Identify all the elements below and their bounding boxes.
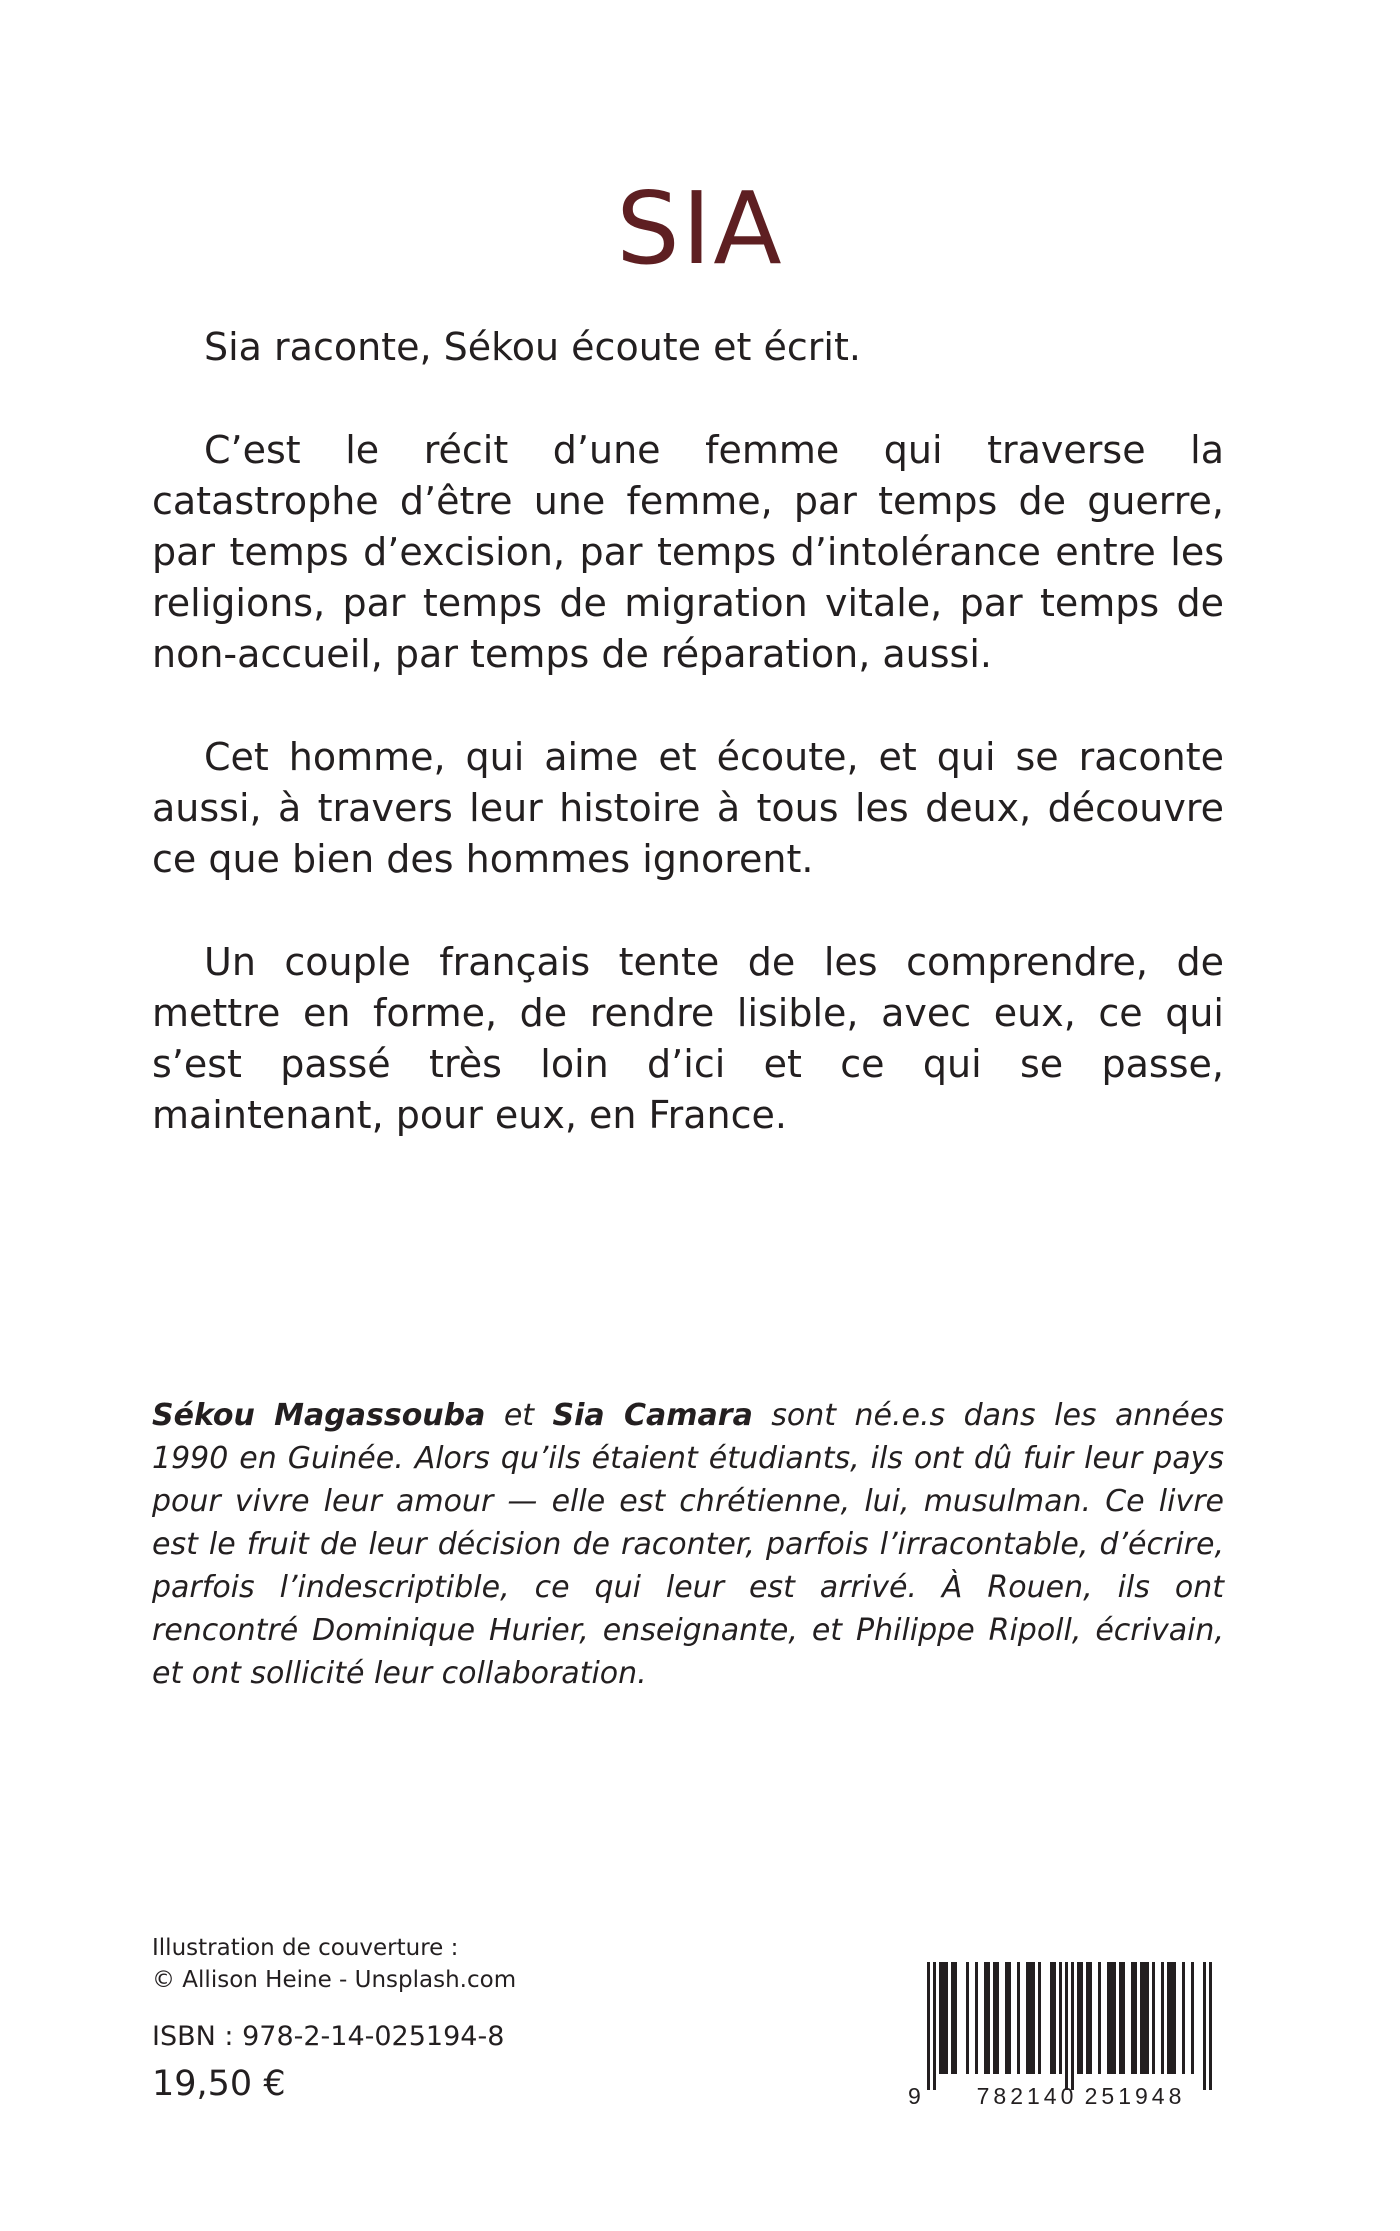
barcode-bar xyxy=(984,1962,987,2074)
blurb-paragraph: Cet homme, qui aime et écoute, et qui se raconte aussi, à travers leur histoire à tous les deux, découvre ce que bien des hommes ignorent. xyxy=(152,735,1224,881)
barcode-bar xyxy=(1098,1962,1101,2074)
isbn: ISBN : 978-2-14-025194-8 xyxy=(152,2021,505,2052)
author-bio xyxy=(152,1394,1224,1695)
barcode-bar xyxy=(1053,1962,1056,2074)
barcode-bar xyxy=(933,1962,936,2090)
barcode-bar xyxy=(927,1962,930,2090)
barcode-bar xyxy=(1152,1962,1155,2074)
book-title: SIA xyxy=(616,170,784,287)
author-bio-text: sont né.e.s dans les années 1990 en Guinée. Alors qu’ils étaient étudiants, ils ont dû fuir leur pays pour vivre leur amour — elle est chrétienne, lui, musulman. Ce livre est le fruit de leur décision de raconter, parfois l’irracontable, d’écrire, parfois l’indescriptible, ce qui leur est arrivé. À Rouen, ils ont rencontré Dominique Hurier, enseignante, et Philippe Ripoll, écrivain, et ont sollicité leur collaboration. xyxy=(152,1398,1224,1691)
barcode-bar xyxy=(1080,1962,1083,2074)
barcode-bar xyxy=(1119,1962,1122,2074)
barcode-bars xyxy=(927,1962,1212,2090)
barcode-bar xyxy=(996,1962,999,2074)
barcode-bar xyxy=(1038,1962,1041,2074)
barcode-bar xyxy=(993,1962,996,2074)
barcode-bar xyxy=(1026,1962,1029,2074)
barcode-bar xyxy=(1203,1962,1206,2090)
barcode-bar xyxy=(1017,1962,1020,2074)
barcode-bar xyxy=(987,1962,990,2074)
barcode-bar xyxy=(1065,1962,1068,2090)
barcode-bar xyxy=(966,1962,969,2074)
cover-credit-label: Illustration de couverture : xyxy=(152,1935,459,1961)
author-conjunction: et xyxy=(485,1398,553,1433)
barcode-graphic xyxy=(907,1962,1217,2108)
barcode-bar xyxy=(1059,1962,1062,2074)
barcode-bar xyxy=(975,1962,978,2074)
isbn-barcode xyxy=(907,1962,1217,2108)
barcode-prefix: 9 xyxy=(908,2083,921,2108)
barcode-bar xyxy=(1005,1962,1008,2074)
barcode-bar xyxy=(1131,1962,1134,2074)
barcode-bar xyxy=(1071,1962,1074,2090)
barcode-bar xyxy=(1134,1962,1137,2074)
barcode-bar xyxy=(1113,1962,1116,2074)
price: 19,50 € xyxy=(152,2064,286,2104)
barcode-bar xyxy=(1110,1962,1113,2074)
blurb-paragraph: Sia raconte, Sékou écoute et écrit. xyxy=(204,325,861,369)
barcode-bar xyxy=(1140,1962,1143,2074)
barcode-bar xyxy=(1086,1962,1089,2074)
barcode-bar xyxy=(1029,1962,1032,2074)
blurb-paragraph: C’est le récit d’une femme qui traverse la catastrophe d’être une femme, par temps de guerre, par temps d’excision, par temps d’intolérance entre les religions, par temps de migration vitale, par temps de non-accueil, par temps de réparation, aussi. xyxy=(152,428,1224,676)
author-name: Sia Camara xyxy=(552,1398,753,1433)
barcode-bar xyxy=(942,1962,945,2074)
barcode-bar xyxy=(945,1962,948,2074)
barcode-bar xyxy=(1146,1962,1149,2074)
barcode-bar xyxy=(1050,1962,1053,2074)
author-name: Sékou Magassouba xyxy=(152,1398,486,1433)
barcode-bar xyxy=(939,1962,942,2074)
barcode-right-digits: 251948 xyxy=(1084,2083,1186,2108)
barcode-bar xyxy=(1170,1962,1173,2074)
barcode-bar xyxy=(1161,1962,1164,2074)
barcode-left-digits: 782140 xyxy=(976,2083,1078,2108)
barcode-bar xyxy=(1008,1962,1011,2074)
barcode-bar xyxy=(1107,1962,1110,2074)
barcode-bar xyxy=(1089,1962,1092,2074)
barcode-bar xyxy=(1077,1962,1080,2074)
barcode-bar xyxy=(1032,1962,1035,2074)
barcode-bar xyxy=(1122,1962,1125,2074)
barcode-bar xyxy=(1143,1962,1146,2074)
barcode-bar xyxy=(1191,1962,1194,2074)
barcode-bar xyxy=(1209,1962,1212,2090)
cover-credit-source: © Allison Heine - Unsplash.com xyxy=(152,1967,517,1993)
back-cover-blurb xyxy=(152,322,1224,1193)
cover-credit xyxy=(152,1932,516,1996)
barcode-bar xyxy=(1173,1962,1176,2074)
barcode-bar xyxy=(951,1962,954,2074)
blurb-paragraph: Un couple français tente de les comprendre, de mettre en forme, de rendre lisible, avec eux, ce qui s’est passé très loin d’ici et ce qui se passe, maintenant, pour eux, en France. xyxy=(152,940,1224,1137)
barcode-bar xyxy=(1167,1962,1170,2074)
barcode-bar xyxy=(954,1962,957,2074)
barcode-bar xyxy=(1182,1962,1185,2074)
